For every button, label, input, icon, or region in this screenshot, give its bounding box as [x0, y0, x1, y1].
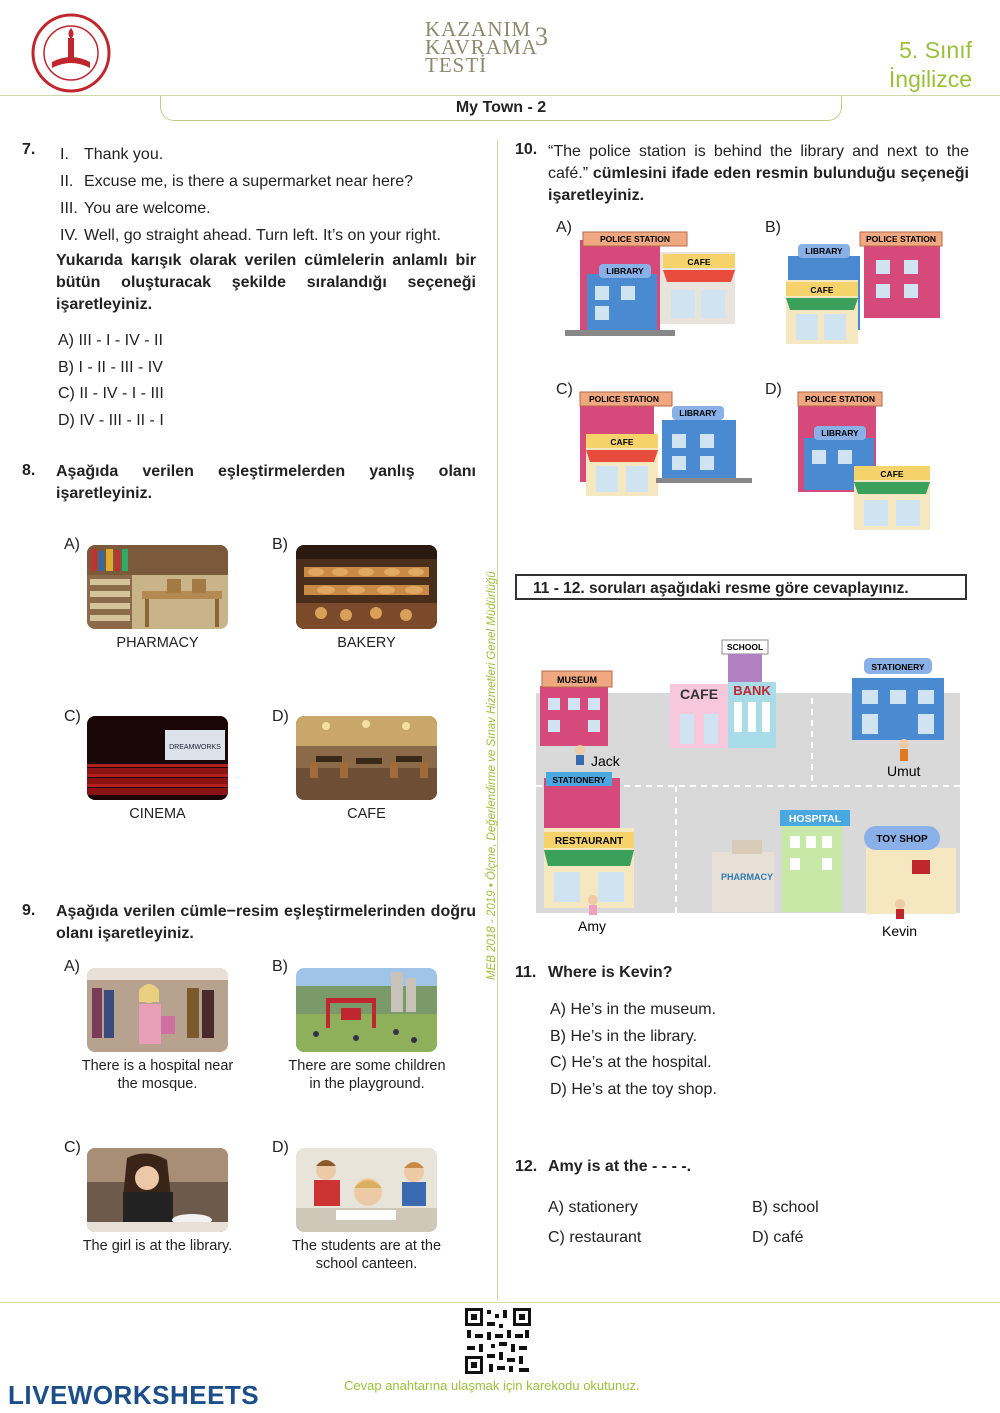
- q9-option-c-letter[interactable]: C): [64, 1139, 81, 1156]
- q12-option-c[interactable]: C) restaurant: [548, 1229, 642, 1246]
- q11-option-c[interactable]: C) He’s at the hospital.: [550, 1054, 712, 1072]
- q12-option-a[interactable]: A) stationery: [548, 1199, 638, 1216]
- svg-text:CAFE: CAFE: [687, 257, 711, 267]
- footer-divider: [0, 1302, 1000, 1303]
- kazanim-logo: KAZANIM KAVRAMA TESTİ: [425, 17, 538, 77]
- svg-text:POLICE STATION: POLICE STATION: [865, 234, 937, 244]
- q10-option-c-letter[interactable]: C): [556, 381, 573, 398]
- svg-text:CAFE: CAFE: [880, 469, 904, 479]
- liveworksheets-logo: [8, 1380, 259, 1411]
- q8-caption-d: CAFE: [347, 806, 386, 822]
- q9-caption-c: The girl is at the library.: [82, 1238, 233, 1254]
- svg-text:LIBRARY: LIBRARY: [606, 266, 644, 276]
- q8-option-b-letter[interactable]: B): [272, 536, 288, 553]
- svg-text:CAFE: CAFE: [610, 437, 634, 447]
- q7-lines: [60, 141, 490, 249]
- restaurant-photo[interactable]: [87, 1148, 228, 1232]
- q8-caption-c: CINEMA: [129, 806, 186, 822]
- svg-text:LIBRARY: LIBRARY: [679, 408, 717, 418]
- q10-option-b-picture[interactable]: [780, 228, 960, 346]
- shopping-photo[interactable]: [87, 968, 228, 1052]
- svg-text:STATIONERY: STATIONERY: [552, 775, 606, 785]
- page-title: My Town - 2: [160, 96, 842, 121]
- q11-option-a[interactable]: A) He’s in the museum.: [550, 1001, 716, 1018]
- q10-number: 10.: [515, 141, 538, 158]
- q7-line-3: III. You are welcome.: [60, 200, 211, 217]
- q7-option-b[interactable]: B) I - II - III - IV: [58, 358, 163, 376]
- q11-options: [550, 997, 717, 1104]
- svg-text:SCHOOL: SCHOOL: [726, 642, 764, 652]
- cafe-photo[interactable]: [296, 716, 437, 800]
- bakery-photo[interactable]: [296, 545, 437, 629]
- q7-option-a[interactable]: A) III - I - IV - II: [58, 332, 163, 349]
- q7-number: 7.: [22, 141, 36, 158]
- q10-option-a-letter[interactable]: A): [556, 219, 572, 236]
- q9-instruction: Aşağıda verilen cümle−resim eşleştirmelerinden doğru olanı işaretleyiniz.: [56, 903, 476, 942]
- q7-line-1: I. Thank you.: [60, 146, 164, 163]
- q11-option-b[interactable]: B) He’s in the library.: [550, 1027, 698, 1045]
- q9-number: 9.: [22, 902, 36, 919]
- svg-text:POLICE STATION: POLICE STATION: [588, 394, 660, 404]
- q10-option-a-picture[interactable]: [565, 228, 745, 340]
- svg-text:LIBRARY: LIBRARY: [805, 246, 843, 256]
- q9-caption-a: There is a hospital near the mosque.: [81, 1058, 234, 1092]
- svg-text:MUSEUM: MUSEUM: [557, 675, 597, 685]
- q8-option-c-letter[interactable]: C): [64, 708, 81, 725]
- svg-text:BANK: BANK: [733, 683, 771, 698]
- q8-option-d-letter[interactable]: D): [272, 708, 289, 725]
- q8-caption-a: PHARMACY: [116, 635, 199, 651]
- svg-text:HOSPITAL: HOSPITAL: [788, 813, 842, 825]
- q7-option-c[interactable]: C) II - IV - I - III: [58, 385, 164, 403]
- svg-text:TOY SHOP: TOY SHOP: [876, 834, 928, 845]
- cinema-screen-text: DREAMWORKS: [169, 744, 221, 751]
- svg-text:CAFE: CAFE: [679, 686, 719, 702]
- library-photo[interactable]: [87, 545, 228, 629]
- q10-option-b-letter[interactable]: B): [765, 219, 781, 236]
- q11-option-d[interactable]: D) He’s at the toy shop.: [550, 1081, 717, 1099]
- q7-line-4: IV. Well, go straight ahead. Turn left. It’s on your right.: [60, 227, 441, 244]
- q10-instruction: cümlesini ifade eden resmin bulunduğu seçeneği işaretleyiniz.: [548, 165, 969, 204]
- svg-text:Jack: Jack: [591, 753, 620, 769]
- q12-option-d[interactable]: D) café: [752, 1229, 804, 1246]
- svg-text:PHARMACY: PHARMACY: [720, 872, 774, 882]
- svg-text:Amy: Amy: [578, 918, 606, 934]
- q8-instruction: Aşağıda verilen eşleştirmelerden yanlış olanı işaretleyiniz.: [56, 463, 476, 502]
- town-map: [536, 638, 960, 943]
- svg-text:LIBRARY: LIBRARY: [821, 428, 859, 438]
- q12-question: Amy is at the - - - -.: [548, 1158, 692, 1175]
- q10-text: [548, 141, 969, 207]
- subject-label: İngilizce: [888, 66, 972, 92]
- svg-text:POLICE STATION: POLICE STATION: [599, 234, 671, 244]
- q7-options: [58, 328, 164, 435]
- q12-number: 12.: [515, 1158, 538, 1175]
- q7-option-d[interactable]: D) IV - III - II - I: [58, 412, 164, 430]
- classroom-photo[interactable]: [296, 1148, 437, 1232]
- q9-option-b-letter[interactable]: B): [272, 958, 288, 975]
- svg-text:Umut: Umut: [887, 763, 921, 779]
- q8-number: 8.: [22, 462, 36, 479]
- q10-option-d-letter[interactable]: D): [765, 381, 782, 398]
- q9-caption-d: The students are at the school canteen.: [291, 1238, 442, 1272]
- svg-text:STATIONERY: STATIONERY: [871, 662, 925, 672]
- q8-option-a-letter[interactable]: A): [64, 536, 80, 553]
- grade-subject: [889, 36, 972, 94]
- grade-label: 5. Sınıf: [899, 37, 972, 63]
- cinema-photo[interactable]: [87, 716, 228, 800]
- q8-caption-b: BAKERY: [337, 635, 396, 651]
- svg-text:Kevin: Kevin: [882, 923, 918, 939]
- q10-option-c-picture[interactable]: [576, 390, 756, 502]
- test-number: 3: [535, 22, 548, 51]
- playground-photo[interactable]: [296, 968, 437, 1052]
- qr-code[interactable]: [463, 1306, 533, 1376]
- svg-text:RESTAURANT: RESTAURANT: [554, 836, 624, 847]
- q11-number: 11.: [515, 964, 537, 981]
- answer-key-note: Cevap anahtarına ulaşmak için karekodu okutunuz.: [344, 1378, 640, 1393]
- q7-instruction: Yukarıda karışık olarak verilen cümlelerin anlamlı bir bütün oluşturacak şekilde sıralandığı seçeneği işaretleyiniz.: [56, 252, 476, 313]
- svg-text:POLICE STATION: POLICE STATION: [804, 394, 876, 404]
- q7-line-2: II. Excuse me, is there a supermarket near here?: [60, 173, 414, 190]
- lw-brand-text: LIVEWORKSHEETS: [8, 1380, 260, 1410]
- side-watermark: MEB 2018 - 2019 • Ölçme, Değerlendirme ve Sınav Hizmetleri Genel Müdürlüğü: [486, 571, 498, 980]
- q10-option-d-picture[interactable]: [792, 390, 972, 535]
- q10-quote: “The police station is behind the library and next to the café.”: [548, 143, 969, 182]
- q9-option-a-letter[interactable]: A): [64, 958, 80, 975]
- questions-11-12-title: 11 - 12. soruları aşağıdaki resme göre cevaplayınız.: [515, 574, 967, 600]
- q9-option-d-letter[interactable]: D): [272, 1139, 289, 1156]
- svg-text:CAFE: CAFE: [810, 285, 834, 295]
- ministry-logo: [30, 12, 112, 94]
- q9-caption-b: There are some children in the playground.: [288, 1058, 446, 1092]
- q11-question: Where is Kevin?: [548, 964, 673, 981]
- q12-option-b[interactable]: B) school: [752, 1199, 819, 1216]
